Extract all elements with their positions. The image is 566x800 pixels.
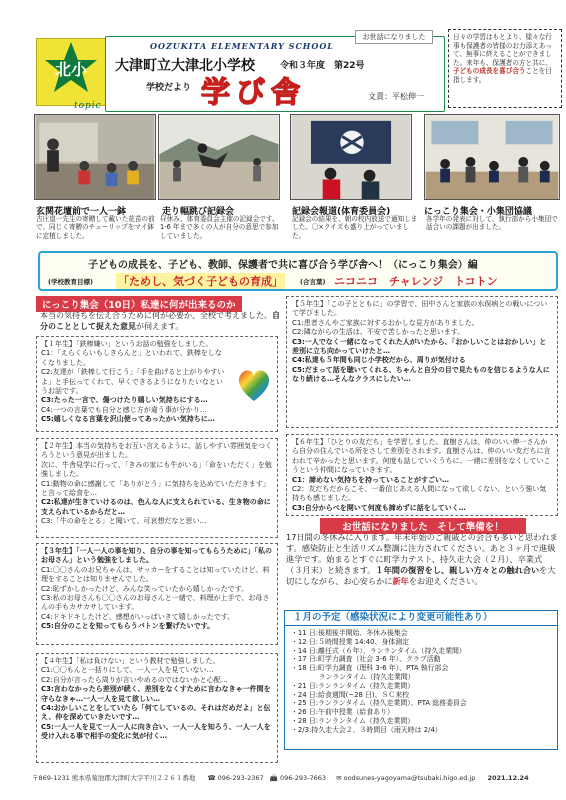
grade3-line: C3:私のお母さんも〇〇さんのお母さんと一緒で、料理が上手で、お母さんの手もカサカサしています。	[41, 594, 270, 612]
schedule-list	[284, 626, 558, 750]
phone-icon: ☎	[207, 774, 216, 782]
thanks-text: に注力されてください。あと３ヶ月で進級進学です。始まるとすぐに町学力テスト、持久走大会（２月）、卒業式（３月末）と続きます。	[286, 543, 556, 575]
grade1-line: C2:友達が「鉄棒して行こう」「手を曲げると上がりやすいよ」と手伝ってくれて、早くできるようになりたいなというお話です。	[41, 368, 225, 396]
year-end-note	[448, 29, 562, 108]
year-end-note-highlight: 子どもの成長を喜び合う	[453, 67, 526, 76]
thanks-text: を大切にしながら、お心安らかに	[286, 565, 556, 586]
footer	[32, 773, 560, 785]
grade3-line: C1:〇〇さんのお兄ちゃんは、サッカーをすることは知っていたけど、料理をすることは知りませんでした。	[41, 565, 270, 584]
grade6-line: 【６年生】「ひとりの友だち」を学習しました。直樹さんは、仲のいい伸一さんから自分の住んでいる所をさして差別をされます。直樹さんは、仲のいい友だちに言われて辛かったと思います。何度も話していくうちに、一緒に差別をなくしていこうという仲間になっていきます。	[292, 438, 551, 475]
footer-fax: 096-293-7663	[279, 774, 326, 782]
grade5-line: C2:隣ながらの生活は、不安で苦しかったと思います。	[292, 328, 465, 337]
photo-caption-2: 昼休み、体育委員会主催の記録会です。1-6 年まで多くの人が自分の意思で参加していました。	[160, 215, 279, 240]
schedule-item: ・2/3:持久走大会２、３時間目（雨天時は 2/4）	[291, 725, 442, 734]
assembly-intro	[40, 311, 280, 332]
photo-caption-title-4: にっこり集会・小集団協議	[424, 207, 532, 217]
grade4-line: 【４年生】「私は負けない」という教材で勉強しました。	[41, 657, 220, 665]
email-icon: ✉	[336, 774, 342, 782]
author-credit: 文責：平松伸一	[368, 92, 424, 101]
photo-broadcast	[290, 114, 412, 200]
schedule-item: ランランタイム（持久走業間）	[291, 672, 415, 681]
banner-slogan: ニコニコ チャレンジ トコトン	[334, 275, 498, 288]
schedule-item: ・26 日:午前中授業（給食あり）	[291, 708, 394, 717]
grade5-line: C5:だまって話を聴いてくれる、ちゃんと自分の目で見たものを信じるような人になり続ける…そんなクラスにしたい…	[292, 365, 550, 384]
schedule-item: ・14 日:離任式（６年）、ランランタイム（持久走業間）	[291, 646, 466, 655]
grade1-line: 【１年生】「鉄棒嫌い」というお話の勉強をしました。	[41, 340, 213, 348]
grade4-line: C5:一人一人を見て一人一人に向き合い、一人一人を知ろう、一人一人を受け入れる事で相手の変化に気が付く…	[41, 722, 271, 741]
photo-caption-title-1: 玄関花壇前で一人一鉢	[36, 207, 127, 217]
grade1-line: C4:一つの言葉でも自分と感じ方が違う事が分かり…	[41, 405, 207, 414]
grade4-box	[36, 653, 278, 763]
year-end-note-text: 日々の学習はもとより、様々な行事も保護者の皆様のお力添えあって、無事に終えることができました。来年も、保護者の方と共に、	[453, 33, 552, 67]
grade2-line: 次に、牛舎見学に行って、「きみの家にも牛がいる」「命をいただく」を勉強しました。	[41, 460, 272, 479]
school-name: 大津町立大津北小学校	[115, 58, 255, 74]
photo-caption-1: 古庄道一先生の寄贈して戴いた花苗の前で、同じく寄贈のチューリップをマイ鉢に定植しました。	[36, 215, 155, 240]
schedule-item: ・25 日:ランランタイム（持久走業間）、PTA 総務委員会	[291, 699, 467, 708]
grade5-line: C1:患者さんやご家族に対するおかしな見方がありました。	[292, 318, 479, 327]
footer-tel: 096-293-2367	[217, 774, 264, 782]
banner-goal: 「ためし、気づく子どもの育成」	[118, 275, 283, 288]
photo-caption-3: 記録会の結果を、朝の校内放送で通知しました。〇×クイズも盛り上がっていました。	[292, 215, 418, 240]
school-name-english: OOZUKITA ELEMENTARY SCHOOL	[150, 41, 334, 51]
thanks-body	[286, 532, 558, 587]
photo-caption-title-2: 走り幅跳び記録会	[162, 207, 235, 217]
banner-slogan-label: (合言葉)	[300, 278, 326, 286]
grade5-line: C3:一人でなく一緒になってくれた人がいたから、「おかしいことはおかしい」と差別に立ち向かっていけたと…	[292, 337, 547, 356]
issue-date: 2021.12.24	[487, 774, 529, 782]
assembly-intro-emphasis: 自分のこととして捉えた意見	[40, 311, 280, 331]
grade5-box	[286, 296, 558, 428]
thanks-text: をお迎えください。	[408, 576, 483, 586]
rainbow-heart-icon	[234, 365, 274, 405]
thanks-new-year: 新年	[392, 576, 409, 586]
grade1-line: C1：「えらくらいもしきらんと」といわれて、鉄棒をしなくなりました。	[41, 349, 222, 367]
footer-email[interactable]: oodsunes-yagoyama@tsubaki.higo.ed.jp	[343, 774, 476, 782]
grade5-line: 【５年生】「この子とともに」の学習で、田中さんと家族の水俣病との戦いについて学びました。	[292, 300, 548, 318]
grade2-box	[36, 438, 278, 538]
year-end-note-tail: ことを目指します。	[453, 67, 552, 84]
grade2-line: C1:動物の命に感謝して「ありがとう」に気持ちを込めていただきます」と言って給食を…	[41, 479, 270, 498]
grade3-line: C5:自分のことを知ってもらうバトンを繋げたいです。	[41, 622, 215, 631]
newsletter-title: 学び舎	[201, 75, 307, 109]
photo-caption-4: 各学年の発表に対して、執行部から小集団で話合いの課題が出ました。	[426, 215, 558, 232]
grade6-box	[286, 434, 558, 516]
grade3-box	[36, 543, 278, 645]
grade6-line: C1：諦めない気持ちを持っていることがすごい…	[292, 475, 450, 484]
photo-flowerbed	[34, 114, 156, 200]
thanks-emphasis: １年間の復習を	[375, 565, 433, 575]
schedule-item: ・11 日:後期後半開始、冬休み後集会	[291, 629, 408, 637]
logo-topic-label: topic	[74, 101, 102, 111]
fax-icon: 📠	[269, 774, 278, 782]
banner-headline: 子どもの成長を、子ども、教師、保護者で共に喜び合う学び舎へ！（にっこり集会）編	[88, 260, 478, 271]
grade4-line: C4:おかしいことをしていたら「何てしているの、それはだめだよ」と伝え、仲を深めていきたいです…	[41, 704, 271, 722]
schedule-item: ・18 日:町学力調査（理科 3-6 年）、PTA 執行部会	[291, 664, 449, 673]
school-emblem-icon	[42, 40, 100, 98]
thanks-heading: お世話になりました そして準備を！	[320, 518, 526, 534]
assembly-intro-tail: が伺えます。	[136, 321, 184, 331]
grade4-line: C1:〇〇もんと一括りにして、一人一人を見ていない…	[41, 666, 214, 675]
grade5-line: C4:私達も５年間も同じ小学校だから、周りが気付ける	[292, 356, 466, 365]
assembly-section-heading: にっこり集会（10日）私達に何が出来るのか	[36, 296, 242, 312]
logo-text: 北小	[54, 60, 88, 79]
schedule-item: ・28 日:ランランタイム（持久走業間）	[291, 716, 415, 725]
grade3-line: C2:恥ずかしかったけど、みんな笑っていたから嬉しかったです。	[41, 584, 249, 593]
issue-number: 令和３年度 第22号	[280, 61, 365, 71]
banner-goal-label: (学校教育目標)	[48, 278, 93, 286]
grade3-line: 【３年生】「一人一人の事を知り、自分の事を知ってもらうために」「私のお母さん」という勉強をしました。	[41, 547, 272, 565]
grade1-line: C3:たった一言で、傷つけたり嬉しい気持ちにする…	[41, 396, 208, 405]
ribbon-banner: お世話になりました	[355, 30, 433, 44]
schedule-item: ・17 日:町学力調査（社会 3-6 年）、クラブ活動	[291, 655, 441, 664]
grade6-line: C2：友だちだからこそ、一番信じあえる人間になって欲しくない、という強い気持ちも感じました。	[292, 485, 547, 503]
thanks-text: 17日間の冬休みに入ります。年末年始のご親戚との会合も多いと思われます。感染防止と生活リズム整調	[286, 532, 558, 553]
grade4-line: C2:自分が言ったら周りが言いやめるのではないかと心配…	[41, 675, 228, 684]
photo-long-jump	[158, 114, 280, 200]
grade4-line: C3:言わなかったら差別が続く、差別をなくすために言わなきゃ一件間を守らなきゃ…一人一人を見て欲しい…	[41, 685, 271, 703]
grade3-line: C4:ドキドキしたけど、感想がいっぱいきて嬉しかったです。	[41, 612, 235, 621]
grade2-line: C3:「牛の命をとる」と聞いて、可哀想だなと思い…	[41, 517, 207, 526]
schedule-heading: １月の予定（感染状況により変更可能性あり）	[284, 610, 558, 626]
grade2-line: C2:私達が生きていけるのは、色んな人に支えられている、生き物の命に支えられているからだと…	[41, 498, 271, 516]
newsletter-label: 学校だより	[146, 83, 192, 93]
schedule-item: ・21 日:ランランタイム（持久走業間）	[291, 681, 415, 690]
thanks-emphasis: し、親しい方々との触れ合い	[432, 565, 540, 575]
schedule-item: ・12 日:５時間授業 14:40、身体測定	[291, 637, 410, 646]
grade2-line: 【２年生】本当の気持ちをお互い言えるように、話しやすい雰囲気をつくろうという意見が出ました。	[41, 442, 272, 460]
grade6-line: C3:自分からべを開いて何度も諦めずに話をしていく…	[292, 503, 466, 512]
assembly-intro-text: 本当の気持ちを伝え合うために何が必要か、全校で考えました。	[40, 311, 272, 320]
photo-caption-title-3: 記録会報道(体育委員会)	[292, 207, 391, 217]
footer-address: 〒869-1231 熊本県菊池郡大津町大字平川２２６１番地	[32, 774, 196, 782]
grade1-line: C5:嬉しくなる言葉を沢山使ってあったかい気持ちに…	[41, 415, 215, 424]
photo-assembly	[424, 114, 560, 200]
schedule-item: ・24 日:給食週間(~28 日)、ＳＣ来校	[291, 690, 410, 699]
